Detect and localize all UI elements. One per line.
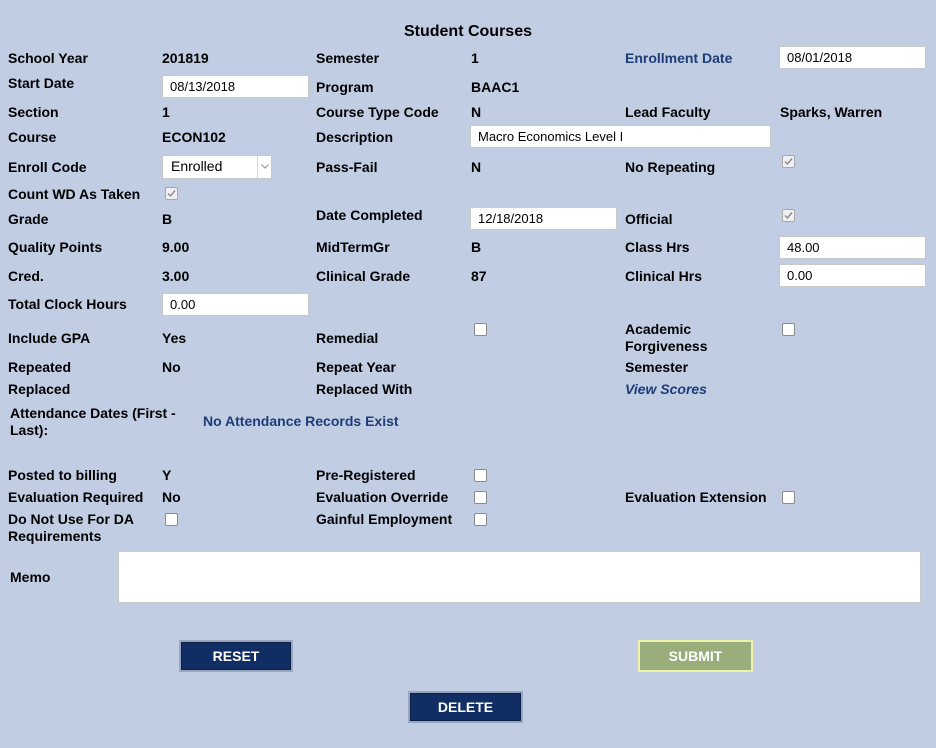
midterm-value: B: [471, 239, 482, 255]
course-value: ECON102: [162, 129, 226, 145]
clinical-hrs-label: Clinical Hrs: [625, 268, 703, 284]
pre-registered-label: Pre-Registered: [316, 467, 416, 483]
evaluation-override-label: Evaluation Override: [316, 489, 449, 505]
date-completed-label: Date Completed: [316, 207, 423, 223]
course-type-code-value: N: [471, 104, 482, 120]
midterm-label: MidTermGr: [316, 239, 390, 255]
semester-value: 1: [471, 50, 479, 66]
enrollment-date-input[interactable]: [779, 46, 926, 69]
posted-to-billing-value: Y: [162, 467, 172, 483]
repeated-value: No: [162, 359, 181, 375]
school-year-value: 201819: [162, 50, 209, 66]
clinical-hrs-input[interactable]: [779, 264, 926, 287]
cred-value: 3.00: [162, 268, 190, 284]
section-label: Section: [8, 104, 59, 120]
section-value: 1: [162, 104, 170, 120]
repeat-year-label: Repeat Year: [316, 359, 396, 375]
replaced-label: Replaced: [8, 381, 71, 397]
attendance-dates-label: Attendance Dates (First - Last):: [10, 405, 176, 438]
page-title: Student Courses: [403, 23, 532, 40]
view-scores-link[interactable]: View Scores: [625, 381, 707, 397]
replaced-with-label: Replaced With: [316, 381, 413, 397]
memo-textarea[interactable]: [118, 551, 921, 603]
description-label: Description: [316, 129, 394, 145]
lead-faculty-value: Sparks, Warren: [780, 104, 883, 120]
quality-points-value: 9.00: [162, 239, 190, 255]
course-label: Course: [8, 129, 57, 145]
pass-fail-label: Pass-Fail: [316, 159, 378, 175]
start-date-input[interactable]: [162, 75, 309, 98]
submit-button[interactable]: SUBMIT: [638, 640, 753, 672]
class-hrs-input[interactable]: [779, 236, 926, 259]
delete-button[interactable]: DELETE: [408, 691, 523, 723]
date-completed-input[interactable]: [470, 207, 617, 230]
no-repeating-label: No Repeating: [625, 159, 716, 175]
pass-fail-value: N: [471, 159, 482, 175]
program-value: BAAC1: [471, 79, 520, 95]
cred-label: Cred.: [8, 268, 44, 284]
evaluation-required-label: Evaluation Required: [8, 489, 144, 505]
official-checkbox[interactable]: [782, 209, 795, 222]
repeated-label: Repeated: [8, 359, 72, 375]
do-not-use-da-checkbox[interactable]: [165, 513, 178, 526]
count-wd-label: Count WD As Taken: [8, 186, 141, 202]
no-attendance-text: No Attendance Records Exist: [203, 413, 399, 429]
evaluation-extension-checkbox[interactable]: [782, 491, 795, 504]
academic-forgiveness-label: Academic Forgiveness: [625, 321, 708, 354]
memo-label: Memo: [10, 569, 51, 585]
reset-button[interactable]: RESET: [179, 640, 293, 672]
include-gpa-value: Yes: [162, 330, 187, 346]
academic-forgiveness-checkbox[interactable]: [782, 323, 795, 336]
no-repeating-checkbox[interactable]: [782, 155, 795, 168]
grade-value: B: [162, 211, 173, 227]
posted-to-billing-label: Posted to billing: [8, 467, 117, 483]
grade-label: Grade: [8, 211, 49, 227]
total-clock-hours-label: Total Clock Hours: [8, 296, 127, 312]
gainful-employment-label: Gainful Employment: [316, 511, 453, 527]
semester-label: Semester: [316, 50, 380, 66]
include-gpa-label: Include GPA: [8, 330, 91, 346]
quality-points-label: Quality Points: [8, 239, 103, 255]
class-hrs-label: Class Hrs: [625, 239, 690, 255]
repeat-semester-label: Semester: [625, 359, 689, 375]
do-not-use-da-label: Do Not Use For DA Requirements: [8, 511, 134, 544]
course-type-code-label: Course Type Code: [316, 104, 439, 120]
evaluation-extension-label: Evaluation Extension: [625, 489, 767, 505]
chevron-down-icon: [257, 156, 271, 178]
official-label: Official: [625, 211, 673, 227]
total-clock-hours-input[interactable]: [162, 293, 309, 316]
gainful-employment-checkbox[interactable]: [474, 513, 487, 526]
remedial-checkbox[interactable]: [474, 323, 487, 336]
count-wd-checkbox[interactable]: [165, 187, 178, 200]
start-date-label: Start Date: [8, 75, 75, 91]
enroll-code-selected: Enrolled: [171, 158, 223, 174]
enroll-code-select[interactable]: [162, 155, 272, 179]
evaluation-required-value: No: [162, 489, 181, 505]
program-label: Program: [316, 79, 374, 95]
school-year-label: School Year: [8, 50, 88, 66]
description-input[interactable]: [470, 125, 771, 148]
remedial-label: Remedial: [316, 330, 379, 346]
enrollment-date-label: Enrollment Date: [625, 50, 733, 66]
evaluation-override-checkbox[interactable]: [474, 491, 487, 504]
clinical-grade-value: 87: [471, 268, 487, 284]
lead-faculty-label: Lead Faculty: [625, 104, 711, 120]
enroll-code-label: Enroll Code: [8, 159, 87, 175]
pre-registered-checkbox[interactable]: [474, 469, 487, 482]
clinical-grade-label: Clinical Grade: [316, 268, 411, 284]
